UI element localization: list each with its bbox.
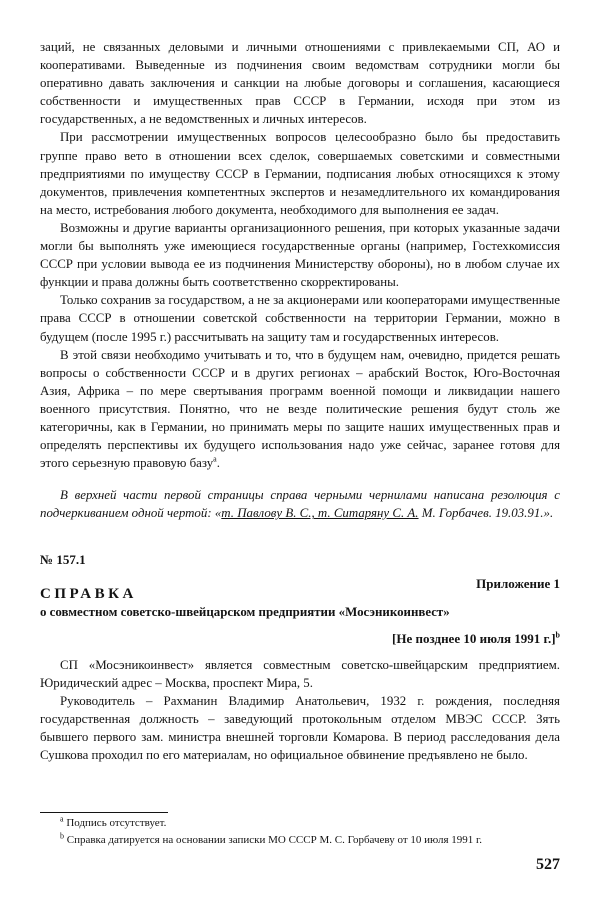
main-text [40,38,560,522]
footnote-b-text: Справка датируется на основании записки МО СССР М. С. Горбачеву от 10 июля 1991 г. [64,834,483,846]
footnote-ref-b: b [555,630,560,640]
resolution-note [40,486,560,522]
footnote-a-text: Подпись отсутствует. [63,817,167,829]
page-number: 527 [536,856,560,873]
document-body [40,656,560,765]
paragraph-3: Возможны и другие варианты организационного решения, при которых указанные задачи могли бы выполнять уже имеющиеся государственные органы (например, Гостехкомиссия СССР при условии вывода ее из подчинения Министерству обороны), но в любом случае их функции и права должны быть соответственно скорректированы. [40,220,560,290]
paragraph-4: Только сохранив за государством, а не за акционерами или кооператорами имущественные права СССР в отношении советской собственности на территории Германии, можно в будущем (после 1995 г.) рассчитывать на защиту там и государственных интересов. [40,293,560,344]
document-number: № 157.1 [40,552,86,567]
footnote-b [40,832,560,849]
footnote-b-mark: b [60,831,64,841]
resolution-note-intro: В верхней части первой страницы справа черными чернилами написана резолюция с подчеркиванием одной чертой: « [40,488,560,521]
paragraph-5-text: В этой связи необходимо учитывать и то, что в будущем нам, очевидно, придется решать вопросы о собственности СССР и в других регионах – арабский Восток, Юго-Восточная Азия, Африка – по мере свертывания программ военной помощи и ликвидации нашего военного присутствия. Понятно, что не везде политические решения будут столь же категоричны, как в Германии, но принимать меры по защите наших имущественных прав и определять перспективы их будущего использования надо уже сейчас, заранее готовя для этого серьезную правовую базу [40,347,560,471]
document-title: СПРАВКА [40,586,137,602]
footnotes [40,815,560,849]
paragraph-1: заций, не связанных деловыми и личными отношениями с привлекаемыми СП, АО и кооперативами. Выведенные из подчинения своим ведомствам сотрудники могли бы оперативно давать заключения и санкции на любые договоры и соглашения, касающиеся собственности и имущественных прав СССР в Германии, исходя при этом из государственных, а не ведомственных и личных интересов. [40,40,560,127]
appendix-label: Приложение 1 [476,576,560,591]
body-paragraph-1: СП «Мосэникоинвест» является совместным советско-швейцарским предприятием. Юридический адрес – Москва, проспект Мира, 5. [40,658,560,691]
paragraph-2: При рассмотрении имущественных вопросов целесообразно было бы предоставить группе право вето в отношении всех сделок, совершаемых советскими и совместными предприятиями по имуществу СССР в Германии, подписания любых относящихся к этому документов, привлечения компетентных экспертов и незамедлительного их командирования на место, истребования любого документа, необходимого для выполнения ее задач. [40,130,560,217]
document-date [392,631,560,647]
footnote-divider [40,812,168,813]
resolution-signature: М. Горбачев. 19.03.91.». [418,506,554,521]
body-paragraph-2: Руководитель – Рахманин Владимир Анатольевич, 1932 г. рождения, последняя государственная должность – заведующий протокольным отделом МВЭС СССР. Зять бывшего первого зам. министра внешней торговли Комарова. В период расследования дела Сушкова проходил по его материалам, но официальное обвинение предъявлено не было. [40,694,560,763]
resolution-underlined: т. Павлову В. С., т. Ситаряну С. А. [221,506,419,521]
document-date-text: [Не позднее 10 июля 1991 г.] [392,631,556,646]
paragraph-5: В этой связи необходимо учитывать и то, что в будущем нам, очевидно, придется решать вопросы о собственности СССР и в других регионах – арабский Восток, Юго-Восточная Азия, Африка – по мере свертывания программ военной помощи и ликвидации нашего военного присутствия. Понятно, что не везде политические решения будут столь же категоричны, как в Германии, но принимать меры по защите наших имущественных прав и определять перспективы их будущего использования надо уже сейчас, заранее готовя для этого серьезную правовую базу$^a$. [40,347,560,471]
footnote-a-mark: a [60,814,64,824]
footnote-a [40,815,560,832]
document-subtitle: о совместном советско-швейцарском предприятии «Мосэникоинвест» [40,605,450,619]
footnote-ref-a: a [213,454,217,464]
